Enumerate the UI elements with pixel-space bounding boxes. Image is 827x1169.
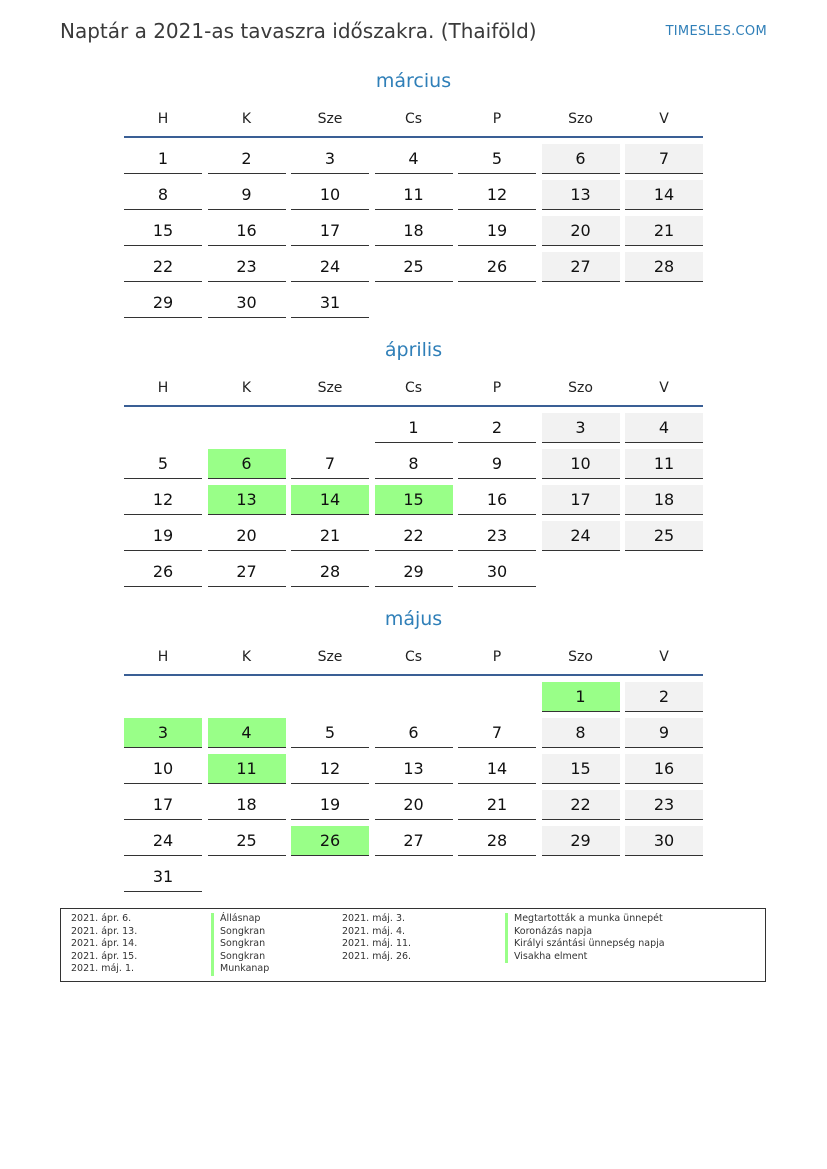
day-cell: 31 — [291, 288, 369, 318]
legend-date: 2021. máj. 1. — [71, 963, 135, 975]
day-cell: 25 — [625, 521, 703, 551]
day-cell: 17 — [542, 485, 620, 515]
day-cell: 29 — [542, 826, 620, 856]
day-cell: 13 — [542, 180, 620, 210]
weekday-header: Cs — [404, 380, 423, 396]
day-cell: 17 — [291, 216, 369, 246]
weekday-header: V — [659, 649, 669, 665]
day-cell: 4 — [625, 413, 703, 443]
weekday-header: Sze — [317, 649, 343, 665]
legend-date: 2021. máj. 11. — [342, 938, 412, 950]
day-cell: 7 — [291, 449, 369, 479]
brand-logo-text[interactable]: TIMESLES.COM — [665, 24, 767, 39]
day-cell: 28 — [458, 826, 536, 856]
day-cell: 9 — [208, 180, 286, 210]
day-cell: 19 — [124, 521, 202, 551]
day-cell: 24 — [542, 521, 620, 551]
day-cell: 18 — [208, 790, 286, 820]
legend-holiday-name: Állásnap — [211, 913, 269, 926]
day-cell: 30 — [625, 826, 703, 856]
weekday-header: P — [492, 649, 502, 665]
legend-holiday-name: Koronázás napja — [505, 926, 665, 939]
day-cell: 20 — [375, 790, 453, 820]
day-cell: 5 — [458, 144, 536, 174]
day-cell: 10 — [291, 180, 369, 210]
day-cell: 13 — [375, 754, 453, 784]
legend-holiday-name: Songkran — [211, 951, 269, 964]
day-cell: 8 — [542, 718, 620, 748]
day-cell: 15 — [542, 754, 620, 784]
weekday-header: Cs — [404, 649, 423, 665]
day-cell: 11 — [208, 754, 286, 784]
weekday-header: H — [157, 380, 169, 396]
day-cell: 12 — [458, 180, 536, 210]
day-cell: 12 — [291, 754, 369, 784]
day-cell: 21 — [458, 790, 536, 820]
day-cell: 22 — [124, 252, 202, 282]
weekday-header: Sze — [317, 111, 343, 127]
day-cell: 20 — [542, 216, 620, 246]
month-name: május — [384, 608, 443, 630]
day-cell: 1 — [542, 682, 620, 712]
day-cell: 9 — [625, 718, 703, 748]
day-cell: 19 — [458, 216, 536, 246]
holiday-legend — [60, 908, 766, 982]
day-cell: 16 — [458, 485, 536, 515]
day-cell: 16 — [625, 754, 703, 784]
day-cell: 22 — [375, 521, 453, 551]
day-cell: 11 — [625, 449, 703, 479]
weekday-header: Szo — [568, 111, 593, 127]
day-cell: 27 — [375, 826, 453, 856]
legend-holiday-name: Visakha elment — [505, 951, 665, 964]
day-cell: 27 — [542, 252, 620, 282]
day-cell: 11 — [375, 180, 453, 210]
day-cell: 3 — [124, 718, 202, 748]
day-cell: 26 — [291, 826, 369, 856]
legend-date: 2021. ápr. 14. — [71, 938, 138, 950]
legend-date: 2021. máj. 4. — [342, 925, 406, 937]
day-cell: 3 — [291, 144, 369, 174]
day-cell: 18 — [375, 216, 453, 246]
day-cell: 7 — [625, 144, 703, 174]
day-cell: 24 — [124, 826, 202, 856]
weekday-header: Cs — [404, 111, 423, 127]
day-cell: 5 — [291, 718, 369, 748]
legend-holiday-name: Songkran — [211, 938, 269, 951]
weekday-header: H — [157, 649, 169, 665]
day-cell: 30 — [458, 557, 536, 587]
weekday-header: K — [241, 649, 252, 665]
day-cell: 25 — [375, 252, 453, 282]
day-cell: 29 — [375, 557, 453, 587]
weekday-header: V — [659, 380, 669, 396]
page-title: Naptár a 2021-as tavaszra időszakra. (Thaiföld) — [60, 19, 537, 43]
legend-dates-col1 — [71, 913, 137, 976]
header-divider — [124, 136, 703, 138]
day-cell: 15 — [375, 485, 453, 515]
day-cell: 5 — [124, 449, 202, 479]
day-cell: 12 — [124, 485, 202, 515]
day-cell: 23 — [625, 790, 703, 820]
legend-date: 2021. ápr. 6. — [71, 913, 132, 924]
day-cell: 28 — [625, 252, 703, 282]
month-name: április — [384, 339, 443, 361]
day-cell: 28 — [291, 557, 369, 587]
day-cell: 26 — [124, 557, 202, 587]
day-cell: 21 — [291, 521, 369, 551]
day-cell: 6 — [542, 144, 620, 174]
weekday-header: Szo — [568, 649, 593, 665]
day-cell: 2 — [458, 413, 536, 443]
day-cell: 4 — [375, 144, 453, 174]
weekday-header: P — [492, 111, 502, 127]
weekday-header: K — [241, 380, 252, 396]
legend-holiday-name: Megtartották a munka ünnepét — [505, 913, 665, 926]
legend-date: 2021. ápr. 15. — [71, 950, 138, 962]
day-cell: 10 — [542, 449, 620, 479]
month-name: március — [375, 70, 452, 92]
legend-date: 2021. máj. 26. — [342, 950, 412, 962]
day-cell: 2 — [208, 144, 286, 174]
legend-date: 2021. máj. 3. — [342, 913, 406, 924]
header-divider — [124, 405, 703, 407]
legend-dates-col2 — [342, 913, 411, 963]
legend-holiday-name: Munkanap — [211, 963, 269, 976]
day-cell: 10 — [124, 754, 202, 784]
day-cell: 14 — [458, 754, 536, 784]
legend-holiday-name: Songkran — [211, 926, 269, 939]
day-cell: 14 — [625, 180, 703, 210]
day-cell: 21 — [625, 216, 703, 246]
day-cell: 17 — [124, 790, 202, 820]
day-cell: 3 — [542, 413, 620, 443]
day-cell: 26 — [458, 252, 536, 282]
weekday-header: Szo — [568, 380, 593, 396]
weekday-header: K — [241, 111, 252, 127]
day-cell: 27 — [208, 557, 286, 587]
legend-names-col2 — [505, 913, 665, 963]
legend-date: 2021. ápr. 13. — [71, 925, 138, 937]
day-cell: 4 — [208, 718, 286, 748]
day-cell: 23 — [458, 521, 536, 551]
day-cell: 14 — [291, 485, 369, 515]
day-cell: 1 — [124, 144, 202, 174]
day-cell: 7 — [458, 718, 536, 748]
day-cell: 31 — [124, 862, 202, 892]
day-cell: 30 — [208, 288, 286, 318]
day-cell: 19 — [291, 790, 369, 820]
day-cell: 23 — [208, 252, 286, 282]
day-cell: 6 — [375, 718, 453, 748]
day-cell: 15 — [124, 216, 202, 246]
day-cell: 25 — [208, 826, 286, 856]
day-cell: 2 — [625, 682, 703, 712]
weekday-header: V — [659, 111, 669, 127]
weekday-header: P — [492, 380, 502, 396]
day-cell: 8 — [375, 449, 453, 479]
day-cell: 24 — [291, 252, 369, 282]
header-divider — [124, 674, 703, 676]
legend-holiday-name: Királyi szántási ünnepség napja — [505, 938, 665, 951]
weekday-header: H — [157, 111, 169, 127]
weekday-header: Sze — [317, 380, 343, 396]
day-cell: 1 — [375, 413, 453, 443]
day-cell: 20 — [208, 521, 286, 551]
day-cell: 16 — [208, 216, 286, 246]
legend-names-col1 — [211, 913, 269, 976]
day-cell: 8 — [124, 180, 202, 210]
day-cell: 6 — [208, 449, 286, 479]
day-cell: 13 — [208, 485, 286, 515]
day-cell: 18 — [625, 485, 703, 515]
day-cell: 22 — [542, 790, 620, 820]
day-cell: 29 — [124, 288, 202, 318]
day-cell: 9 — [458, 449, 536, 479]
